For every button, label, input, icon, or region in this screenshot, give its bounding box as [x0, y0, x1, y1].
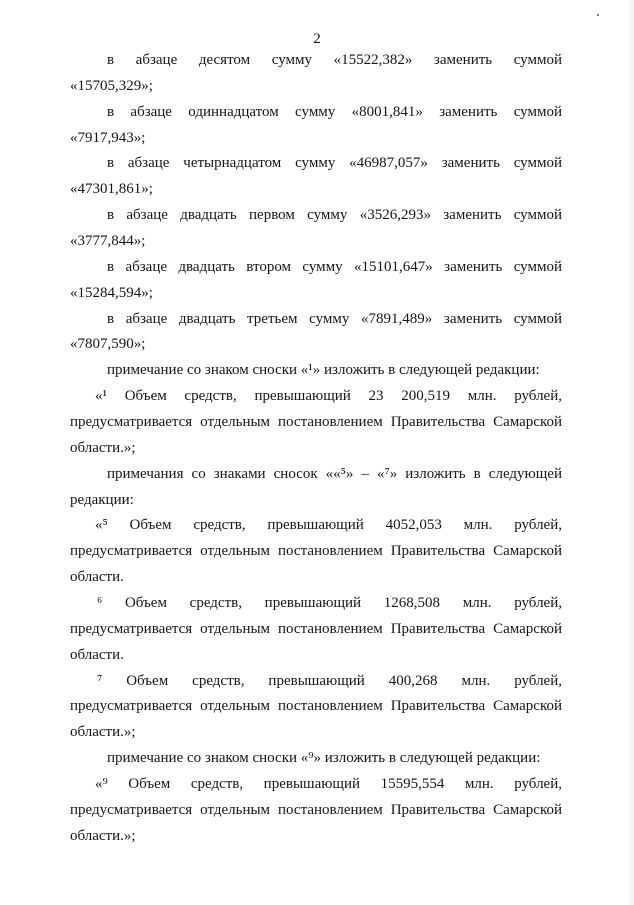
paragraph: [70, 669, 562, 747]
text-line: в абзаце двадцать третьем сумму «7891,489» заменить суммой: [107, 310, 562, 327]
paragraph: [70, 255, 562, 307]
text-line: «7807,590»;: [70, 336, 146, 353]
text-line: предусматривается отдельным постановлением Правительства Самарской: [70, 698, 562, 715]
text-line: примечание со знаком сноски «¹» изложить в следующей редакции:: [107, 362, 540, 379]
text-line: ⁶ Объем средств, превышающий 1268,508 млн. рублей,: [97, 595, 562, 612]
paragraph: [70, 48, 562, 100]
paragraph: [70, 384, 562, 462]
paragraph: [70, 203, 562, 255]
text-line: в абзаце четырнадцатом сумму «46987,057» заменить суммой: [107, 155, 562, 172]
page-number: 2: [313, 31, 321, 47]
text-line: предусматривается отдельным постановлением Правительства Самарской: [70, 620, 562, 637]
text-line: в абзаце одиннадцатом сумму «8001,841» заменить суммой: [107, 103, 562, 120]
paragraph: [70, 513, 562, 591]
text-line: «⁵ Объем средств, превышающий 4052,053 млн. рублей,: [95, 517, 562, 534]
text-line: в абзаце двадцать первом сумму «3526,293» заменить суммой: [107, 207, 562, 224]
paragraph: [70, 358, 562, 384]
text-line: «15705,329»;: [70, 77, 153, 94]
paragraph: [70, 100, 562, 152]
text-line: «¹ Объем средств, превышающий 23 200,519 млн. рублей,: [95, 388, 562, 405]
text-line: «3777,844»;: [70, 233, 146, 250]
text-line: примечания со знаками сносок ««⁵» – «⁷» изложить в следующей: [107, 465, 562, 482]
document-body: [70, 48, 562, 850]
text-line: в абзаце десятом сумму «15522,382» заменить суммой: [107, 52, 562, 68]
text-line: области.»;: [70, 439, 136, 456]
paragraph: [70, 151, 562, 203]
text-line: области.: [70, 646, 124, 663]
text-line: области.: [70, 569, 124, 586]
paragraph: [70, 746, 562, 772]
text-line: области.»;: [70, 724, 136, 741]
text-line: «15284,594»;: [70, 284, 153, 301]
paragraph: [70, 307, 562, 359]
scan-speck: [597, 14, 599, 16]
text-line: редакции:: [70, 491, 134, 508]
text-line: «⁹ Объем средств, превышающий 15595,554 млн. рублей,: [95, 776, 562, 793]
text-line: в абзаце двадцать втором сумму «15101,647» заменить суммой: [107, 258, 562, 275]
text-line: «7917,943»;: [70, 129, 146, 146]
text-line: предусматривается отдельным постановлением Правительства Самарской: [70, 543, 562, 560]
scan-edge-shadow: [628, 0, 634, 905]
text-line: области.»;: [70, 827, 136, 844]
paragraph: [70, 462, 562, 514]
paragraph: [70, 772, 562, 850]
text-line: ⁷ Объем средств, превышающий 400,268 млн. рублей,: [97, 672, 562, 689]
paragraph: [70, 591, 562, 669]
text-line: «47301,861»;: [70, 181, 153, 198]
text-line: предусматривается отдельным постановлением Правительства Самарской: [70, 801, 562, 818]
text-line: предусматривается отдельным постановлением Правительства Самарской: [70, 414, 562, 431]
text-line: примечание со знаком сноски «⁹» изложить в следующей редакции:: [107, 750, 541, 767]
